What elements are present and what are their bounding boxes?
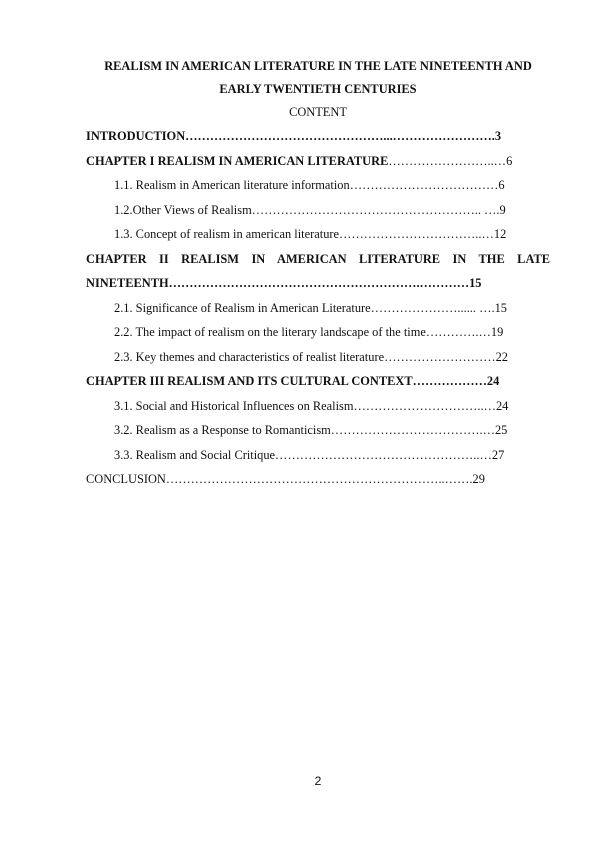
- toc-entry-introduction: INTRODUCTION…………………………………………...…………………….3: [86, 129, 502, 143]
- toc-entry-chapter-1: [86, 149, 550, 174]
- toc-entry-3-3: 3.3. Realism and Social Critique…………………………………………..…27: [114, 447, 505, 462]
- document-title: REALISM IN AMERICAN LITERATURE IN THE LATE NINETEENTH AND EARLY TWENTIETH CENTURIES: [104, 59, 532, 96]
- toc-entry-1-1: 1.1. Realism in American literature information………………………………6: [114, 178, 505, 192]
- toc-entry-2-1: 2.1. Significance of Realism in American Literature…………………...... ….15: [114, 300, 507, 315]
- table-of-contents: [86, 124, 550, 492]
- toc-entry-2-3: 2.3. Key themes and characteristics of realist literature………………………22: [114, 349, 508, 364]
- toc-entry-chapter-3: CHAPTER III REALISM AND ITS CULTURAL CONTEXT………………24: [86, 374, 500, 388]
- toc-entry-conclusion: CONCLUSION…………………………………………………………..…….29: [86, 472, 485, 486]
- toc-entry-chapter-1-label: CHAPTER I REALISM IN AMERICAN LITERATURE: [86, 153, 389, 168]
- toc-entry-chapter-1-dots: ……………………..…6: [388, 153, 513, 168]
- page-number: 2: [314, 774, 322, 788]
- toc-entry-chapter-2: CHAPTER II REALISM IN AMERICAN LITERATURE IN THE LATE NINETEENTH…………………………………………………….…………15: [86, 251, 550, 290]
- content-heading: CONTENT: [289, 105, 347, 119]
- toc-entry-3-1: 3.1. Social and Historical Influences on Realism…………………………..…24: [114, 398, 509, 413]
- toc-entry-1-3: 1.3. Concept of realism in american literature……………………………..…12: [114, 227, 507, 241]
- toc-entry-3-2: 3.2. Realism as a Response to Romanticism……………………………….…25: [114, 423, 508, 437]
- toc-entry-1-2: 1.2.Other Views of Realism……………………………………………….. ….9: [114, 202, 506, 217]
- toc-entry-2-2: 2.2. The impact of realism on the literary landscape of the time………….…19: [114, 325, 504, 339]
